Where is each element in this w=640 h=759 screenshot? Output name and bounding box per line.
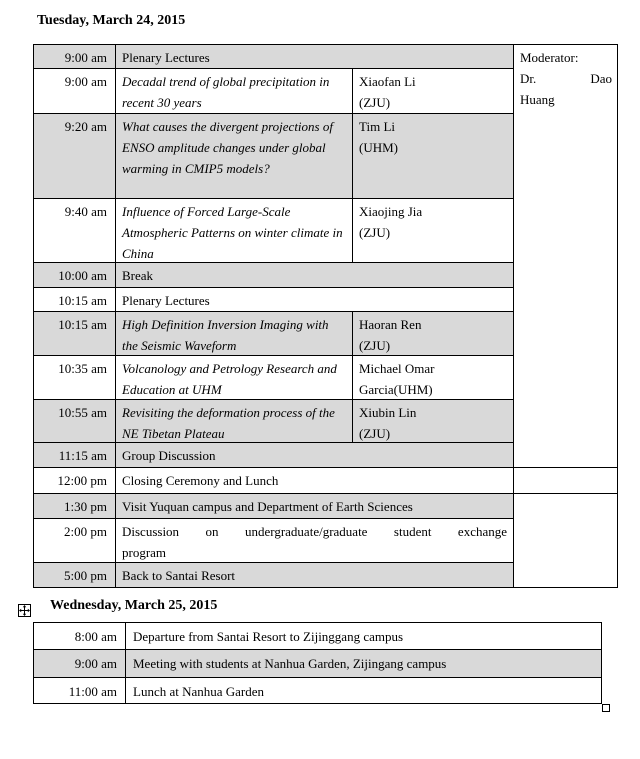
event-cell: Break	[122, 268, 154, 283]
moderator-empty-cell	[514, 468, 617, 494]
day2-heading: Wednesday, March 25, 2015	[50, 598, 218, 613]
time-cell: 10:15 am	[34, 312, 116, 355]
day1-table-main-columns	[34, 45, 514, 587]
table-resize-handle[interactable]	[602, 704, 610, 712]
speaker-affiliation: (ZJU)	[359, 95, 391, 110]
time-cell: 11:00 am	[34, 678, 126, 703]
speaker-cell	[353, 69, 513, 113]
table-row	[34, 443, 513, 468]
time-cell: 1:30 pm	[34, 494, 116, 518]
speaker-affiliation: (ZJU)	[359, 338, 391, 353]
talk-title-cell: Influence of Forced Large-Scale Atmospheric Patterns on winter climate in China	[116, 199, 353, 262]
speaker-name: Tim Li	[359, 119, 396, 134]
table-row	[34, 519, 513, 563]
table-row	[34, 356, 513, 400]
speaker-name: Michael Omar	[359, 361, 435, 376]
table-row	[34, 650, 601, 678]
speaker-cell	[353, 312, 513, 355]
talk-title-cell: Revisiting the deformation process of the NE Tibetan Plateau	[116, 400, 353, 442]
time-cell: 9:00 am	[34, 69, 116, 113]
speaker-affiliation: (UHM)	[359, 140, 398, 155]
table-row	[34, 312, 513, 356]
time-cell: 9:00 am	[34, 650, 126, 677]
time-cell: 9:20 am	[34, 114, 116, 198]
table-row	[34, 69, 513, 114]
speaker-affiliation: (ZJU)	[359, 426, 391, 441]
time-cell: 9:00 am	[34, 45, 116, 68]
table-row	[34, 114, 513, 199]
moderator-cell	[514, 45, 617, 468]
speaker-cell	[353, 199, 513, 262]
table-row	[34, 468, 513, 494]
time-cell: 5:00 pm	[34, 563, 116, 587]
talk-title-cell: Volcanology and Petrology Research and Education at UHM	[116, 356, 353, 399]
talk-title-cell: What causes the divergent projections of ENSO amplitude changes under global warming in CMIP5 models?	[116, 114, 353, 198]
event-cell: Plenary Lectures	[122, 50, 210, 65]
event-cell: Visit Yuquan campus and Department of Earth Sciences	[122, 499, 413, 514]
moderator-label: Moderator:	[520, 50, 579, 65]
event-cell: Plenary Lectures	[122, 293, 210, 308]
time-cell: 8:00 am	[34, 623, 126, 649]
table-row	[34, 45, 513, 69]
time-cell: 12:00 pm	[34, 468, 116, 493]
event-cell: Departure from Santai Resort to Zijinggang campus	[133, 629, 404, 644]
moderator-column	[514, 45, 617, 587]
table-row	[34, 199, 513, 263]
speaker-name: Xiaojing Jia	[359, 204, 423, 219]
event-cell: Closing Ceremony and Lunch	[122, 473, 279, 488]
day2-schedule-table	[33, 622, 602, 704]
table-row	[34, 623, 601, 650]
talk-title-cell: Decadal trend of global precipitation in recent 30 years	[116, 69, 353, 113]
table-row	[34, 400, 513, 443]
speaker-cell	[353, 356, 513, 399]
speaker-cell	[353, 400, 513, 442]
time-cell: 11:15 am	[34, 443, 116, 467]
moderator-name-line: Dr. Dao	[520, 71, 612, 86]
table-row	[34, 678, 601, 703]
table-row	[34, 263, 513, 288]
event-text-line: Discussion on undergraduate/graduate student exchange	[122, 524, 507, 539]
event-text-line: program	[122, 545, 167, 560]
table-move-handle[interactable]	[18, 604, 31, 617]
move-arrows-icon	[19, 605, 30, 616]
event-cell	[116, 519, 513, 562]
event-cell: Group Discussion	[122, 448, 216, 463]
time-cell: 10:15 am	[34, 288, 116, 311]
table-row	[34, 563, 513, 587]
time-cell: 10:35 am	[34, 356, 116, 399]
speaker-affiliation: (ZJU)	[359, 225, 391, 240]
talk-title-cell: High Definition Inversion Imaging with the Seismic Waveform	[116, 312, 353, 355]
day1-heading: Tuesday, March 24, 2015	[37, 13, 186, 28]
time-cell: 10:55 am	[34, 400, 116, 442]
day1-schedule-table	[33, 44, 618, 588]
speaker-name: Xiaofan Li	[359, 74, 416, 89]
speaker-affiliation: Garcia(UHM)	[359, 382, 433, 397]
event-cell: Meeting with students at Nanhua Garden, Zijingang campus	[133, 656, 447, 671]
moderator-empty-cell	[514, 494, 617, 587]
table-row	[34, 494, 513, 519]
table-row	[34, 288, 513, 312]
speaker-name: Xiubin Lin	[359, 405, 417, 420]
event-cell: Lunch at Nanhua Garden	[133, 684, 265, 699]
time-cell: 10:00 am	[34, 263, 116, 287]
speaker-cell	[353, 114, 513, 198]
event-cell: Back to Santai Resort	[122, 568, 236, 583]
moderator-name-line: Huang	[520, 92, 555, 107]
time-cell: 9:40 am	[34, 199, 116, 262]
speaker-name: Haoran Ren	[359, 317, 422, 332]
time-cell: 2:00 pm	[34, 519, 116, 562]
